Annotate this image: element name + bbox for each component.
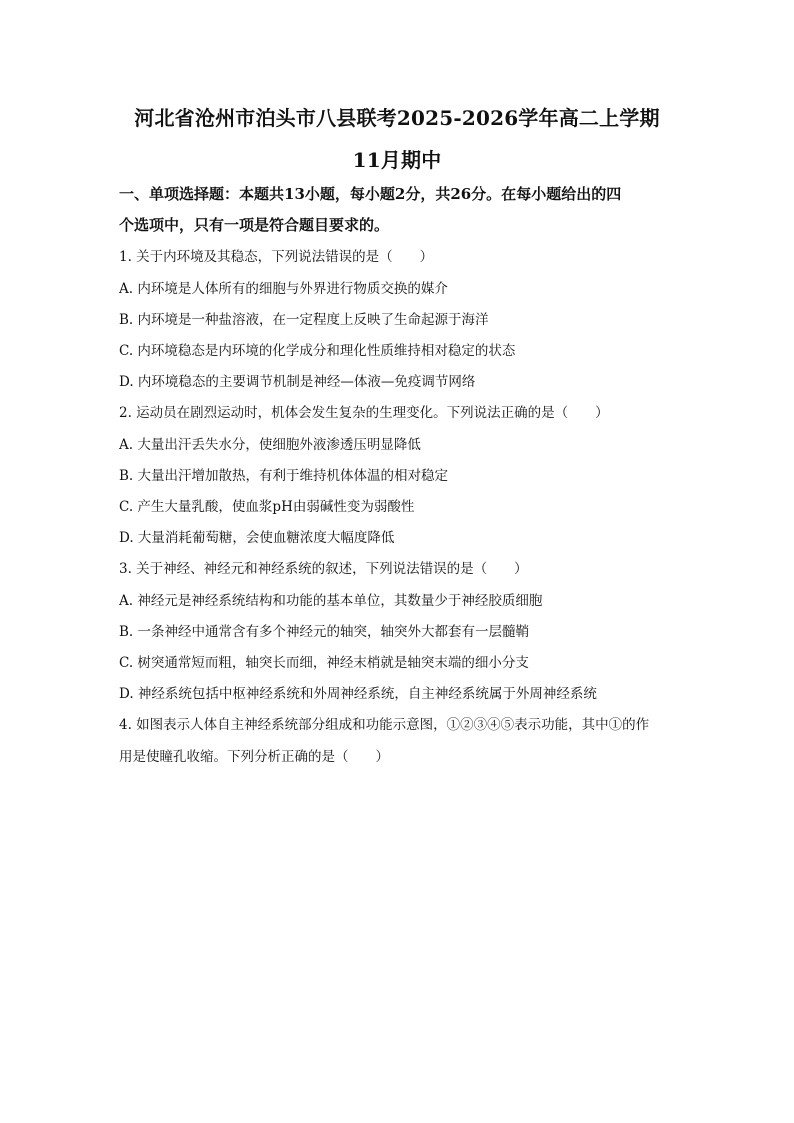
question-3-option-a: A. 神经元是神经系统结构和功能的基本单位，其数量少于神经胶质细胞 bbox=[119, 593, 543, 609]
page-subtitle: 11月期中 bbox=[352, 148, 442, 172]
question-1-option-a: A. 内环境是人体所有的细胞与外界进行物质交换的媒介 bbox=[119, 281, 448, 297]
page-title: 河北省沧州市泊头市八县联考2025-2026学年高二上学期 bbox=[134, 106, 660, 130]
question-2-stem: 2. 运动员在剧烈运动时，机体会发生复杂的生理变化。下列说法正确的是（ ） bbox=[119, 405, 609, 421]
section-heading-line1: 一、单项选择题：本题共13小题，每小题2分，共26分。在每小题给出的四 bbox=[119, 185, 622, 203]
question-2-option-b: B. 大量出汗增加散热，有利于维持机体体温的相对稳定 bbox=[119, 468, 449, 484]
question-3-option-c: C. 树突通常短而粗，轴突长而细，神经末梢就是轴突末端的细小分支 bbox=[119, 655, 529, 671]
question-1-option-b: B. 内环境是一种盐溶液，在一定程度上反映了生命起源于海洋 bbox=[119, 312, 489, 328]
question-1-option-c: C. 内环境稳态是内环境的化学成分和理化性质维持相对稳定的状态 bbox=[119, 343, 516, 359]
question-4-stem-continued: 用是使瞳孔收缩。下列分析正确的是（ ） bbox=[119, 749, 389, 765]
question-3-option-b: B. 一条神经中通常含有多个神经元的轴突，轴突外大都套有一层髓鞘 bbox=[119, 624, 530, 640]
section-heading-line2: 个选项中，只有一项是符合题目要求的。 bbox=[119, 216, 390, 234]
question-2-option-d: D. 大量消耗葡萄糖，会使血糖浓度大幅度降低 bbox=[119, 530, 395, 546]
question-1-stem: 1. 关于内环境及其稳态，下列说法错误的是（ ） bbox=[119, 249, 434, 265]
question-4-stem: 4. 如图表示人体自主神经系统部分组成和功能示意图，①②③④⑤表示功能，其中①的作 bbox=[119, 717, 650, 733]
question-1-option-d: D. 内环境稳态的主要调节机制是神经—体液—免疫调节网络 bbox=[119, 374, 476, 390]
question-2-option-c: C. 产生大量乳酸，使血浆pH由弱碱性变为弱酸性 bbox=[119, 499, 415, 515]
question-2-option-a: A. 大量出汗丢失水分，使细胞外液渗透压明显降低 bbox=[119, 437, 421, 453]
question-3-stem: 3. 关于神经、神经元和神经系统的叙述，下列说法错误的是（ ） bbox=[119, 561, 528, 577]
question-3-option-d: D. 神经系统包括中枢神经系统和外周神经系统，自主神经系统属于外周神经系统 bbox=[119, 686, 597, 702]
